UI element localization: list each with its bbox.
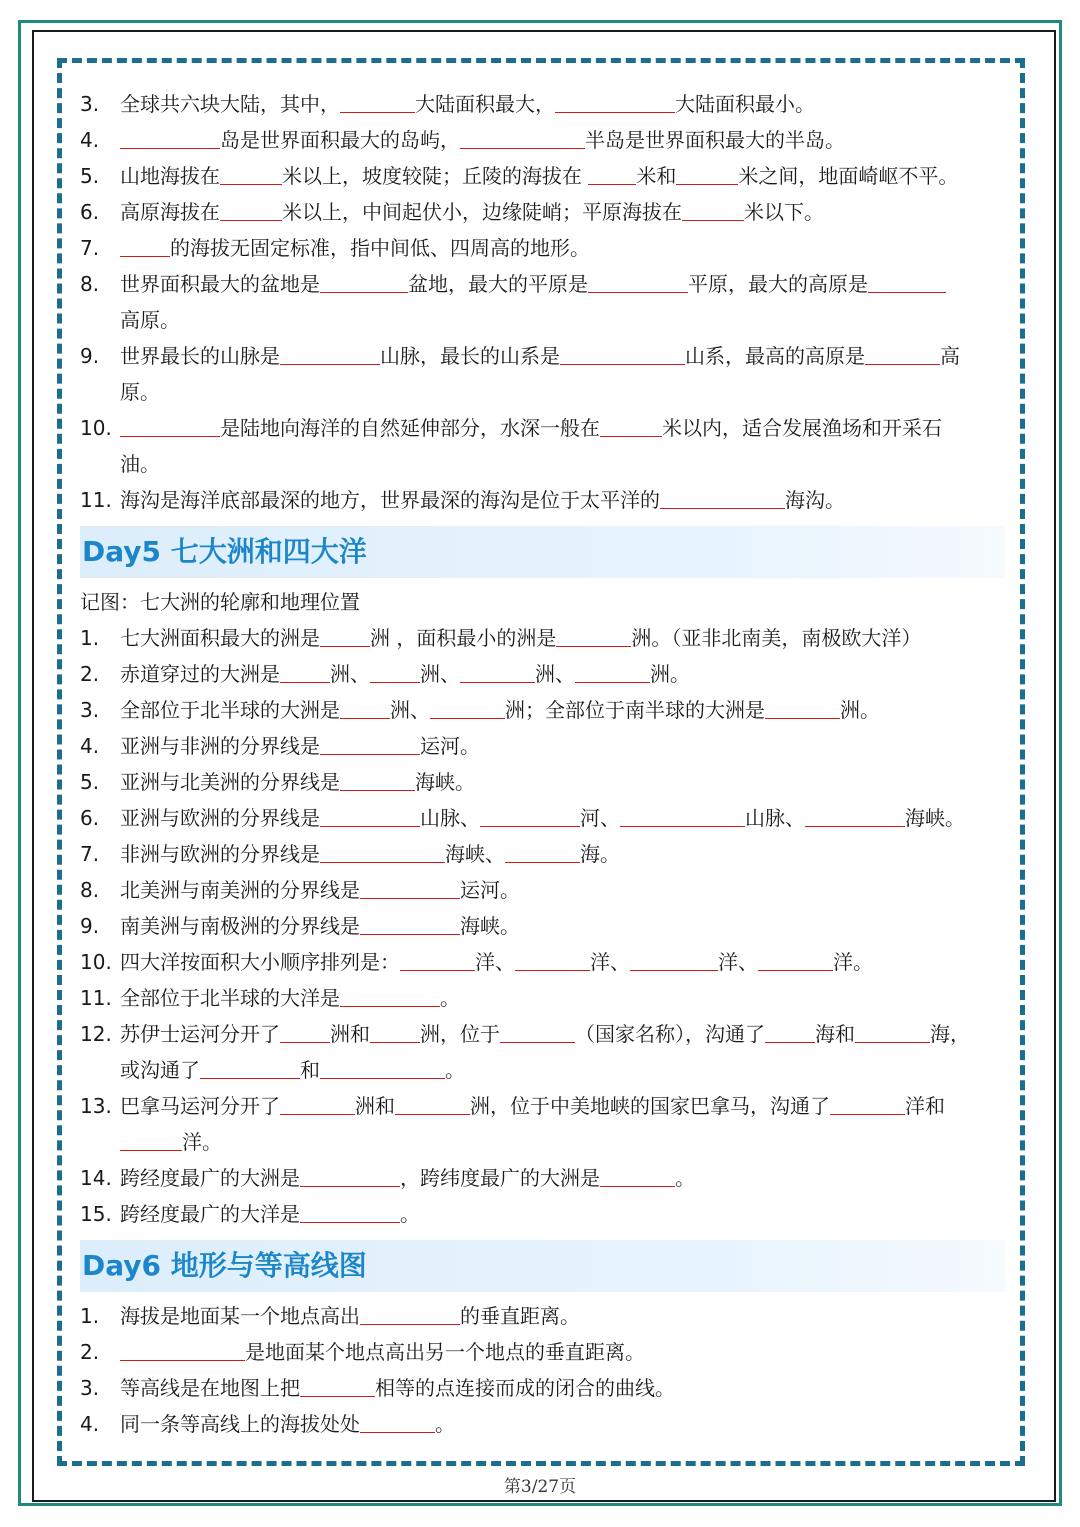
question-body <box>120 1406 1005 1442</box>
question-body <box>120 800 1005 836</box>
question-row <box>80 1406 1005 1442</box>
answer-blank[interactable] <box>600 418 662 437</box>
question-text: 洋和 <box>905 1094 945 1118</box>
question-number: 15. <box>80 1202 112 1226</box>
question-number: 1. <box>80 1304 100 1328</box>
question-body <box>120 944 1005 980</box>
answer-blank[interactable] <box>370 664 420 683</box>
question-row <box>80 1298 1005 1334</box>
answer-blank[interactable] <box>280 664 330 683</box>
question-text: 苏伊士运河分开了 <box>120 1022 280 1046</box>
question-body <box>120 1298 1005 1334</box>
question-text: 洲 ，面积最小的洲是 <box>370 626 557 650</box>
question-body <box>120 980 1005 1016</box>
question-body <box>120 410 1005 446</box>
page-number: 第3/27页 <box>503 1477 577 1497</box>
question-row <box>80 692 1005 728</box>
answer-blank[interactable] <box>765 700 840 719</box>
question-row <box>80 194 1005 230</box>
question-text: 。 <box>445 1058 465 1082</box>
question-body <box>120 230 1005 266</box>
question-body <box>120 86 1005 122</box>
question-text: 。 <box>440 986 460 1010</box>
answer-blank[interactable] <box>340 700 390 719</box>
question-text: ，跨纬度最广的大洲是 <box>400 1166 600 1190</box>
question-text: 亚洲与北美洲的分界线是 <box>120 770 340 794</box>
question-text: 海峡、 <box>445 842 505 866</box>
answer-blank[interactable] <box>320 844 445 863</box>
question-text: 洋、 <box>718 950 758 974</box>
question-row <box>80 158 1005 194</box>
question-number: 5. <box>80 164 100 188</box>
question-text: 。 <box>435 1412 455 1436</box>
question-row <box>80 1160 1005 1196</box>
question-row <box>80 410 1005 446</box>
answer-blank[interactable] <box>515 952 590 971</box>
answer-blank[interactable] <box>340 772 415 791</box>
question-body <box>120 158 1005 194</box>
question-text: 洋、 <box>475 950 515 974</box>
answer-blank[interactable] <box>120 1342 245 1361</box>
question-number: 11. <box>80 986 112 1010</box>
question-number: 1. <box>80 626 100 650</box>
day5-heading: Day5 七大洲和四大洋 <box>80 526 1005 578</box>
question-row <box>80 908 1005 944</box>
question-text: 全球共六块大陆，其中， <box>120 92 340 116</box>
answer-blank[interactable] <box>660 490 785 509</box>
question-number: 2. <box>80 1340 100 1364</box>
answer-blank[interactable] <box>280 1096 355 1115</box>
answer-blank[interactable] <box>855 1024 930 1043</box>
question-row <box>80 800 1005 836</box>
question-text: 和 <box>300 1058 320 1082</box>
question-text: 山脉、 <box>420 806 480 830</box>
day5-items <box>80 620 1005 1232</box>
question-text: 全部位于北半球的大洲是 <box>120 698 340 722</box>
question-text: 海沟。 <box>785 488 845 512</box>
question-text: 平原，最大的高原是 <box>688 272 868 296</box>
question-text: 山地海拔在 <box>120 164 220 188</box>
question-text: 的垂直距离。 <box>460 1304 580 1328</box>
question-body <box>120 482 1005 518</box>
question-text: 。 <box>400 1202 420 1226</box>
question-number: 7. <box>80 842 100 866</box>
answer-blank[interactable] <box>868 274 946 293</box>
answer-blank[interactable] <box>805 808 905 827</box>
question-body <box>120 1196 1005 1232</box>
question-text: 米以上，中间起伏小，边缘陡峭；平原海拔在 <box>282 200 682 224</box>
question-text: 盆地，最大的平原是 <box>408 272 588 296</box>
question-number: 9. <box>80 914 100 938</box>
question-body <box>120 1088 1005 1124</box>
question-number: 10. <box>80 416 112 440</box>
question-text: 洋。 <box>182 1130 222 1154</box>
question-text: 山脉，最长的山系是 <box>380 344 560 368</box>
question-text: 洲和 <box>330 1022 370 1046</box>
question-row <box>80 1196 1005 1232</box>
question-number: 6. <box>80 200 100 224</box>
question-number: 3. <box>80 1376 100 1400</box>
question-row <box>80 338 1005 374</box>
question-number: 9. <box>80 344 100 368</box>
question-text: 洋。 <box>833 950 873 974</box>
question-continuation: 油。 <box>120 452 160 476</box>
question-text: 的海拔无固定标准，指中间低、四周高的地形。 <box>170 236 590 260</box>
question-body <box>120 266 1005 302</box>
question-text: 洲、 <box>390 698 430 722</box>
question-body <box>120 338 1005 374</box>
answer-blank[interactable] <box>320 808 420 827</box>
question-row <box>80 1016 1005 1052</box>
answer-blank[interactable] <box>200 1060 300 1079</box>
answer-blank[interactable] <box>300 1204 400 1223</box>
answer-blank[interactable] <box>320 1060 445 1079</box>
question-row <box>80 656 1005 692</box>
answer-blank[interactable] <box>120 1132 182 1151</box>
answer-blank[interactable] <box>220 202 282 221</box>
question-text: 跨经度最广的大洋是 <box>120 1202 300 1226</box>
question-text: 赤道穿过的大洲是 <box>120 662 280 686</box>
question-body <box>120 656 1005 692</box>
question-text: 山脉、 <box>745 806 805 830</box>
answer-blank[interactable] <box>400 952 475 971</box>
question-body <box>120 836 1005 872</box>
question-number: 10. <box>80 950 112 974</box>
question-text: 相等的点连接而成的闭合的曲线。 <box>375 1376 675 1400</box>
question-row <box>80 266 1005 302</box>
question-text: 巴拿马运河分开了 <box>120 1094 280 1118</box>
answer-blank[interactable] <box>620 808 745 827</box>
question-number: 8. <box>80 878 100 902</box>
answer-blank[interactable] <box>120 130 220 149</box>
question-body <box>120 1334 1005 1370</box>
question-text: （国家名称），沟通了 <box>575 1022 765 1046</box>
answer-blank[interactable] <box>865 346 940 365</box>
answer-blank[interactable] <box>830 1096 905 1115</box>
answer-blank[interactable] <box>556 628 631 647</box>
question-body <box>120 194 1005 230</box>
question-text: 大陆面积最小。 <box>675 92 815 116</box>
question-body <box>120 1160 1005 1196</box>
question-text: 非洲与欧洲的分界线是 <box>120 842 320 866</box>
question-text: 高原海拔在 <box>120 200 220 224</box>
question-text: 运河。 <box>460 878 520 902</box>
answer-blank[interactable] <box>320 628 370 647</box>
answer-blank[interactable] <box>280 1024 330 1043</box>
question-body <box>120 728 1005 764</box>
question-text: 是陆地向海洋的自然延伸部分，水深一般在 <box>220 416 600 440</box>
question-text: 全部位于北半球的大洋是 <box>120 986 340 1010</box>
answer-blank[interactable] <box>360 1414 435 1433</box>
question-text: 米以上，坡度较陡；丘陵的海拔在 <box>282 164 589 188</box>
answer-blank[interactable] <box>360 916 460 935</box>
question-text: 海沟是海洋底部最深的地方，世界最深的海沟是位于太平洋的 <box>120 488 660 512</box>
question-number: 7. <box>80 236 100 260</box>
question-body <box>120 692 1005 728</box>
worksheet-content <box>80 86 1005 1442</box>
question-continuation <box>80 1052 1005 1088</box>
question-text: 世界最长的山脉是 <box>120 344 280 368</box>
answer-blank[interactable] <box>588 274 688 293</box>
question-continuation <box>80 1124 1005 1160</box>
question-text: 半岛是世界面积最大的半岛。 <box>585 128 845 152</box>
answer-blank[interactable] <box>480 808 580 827</box>
question-number: 11. <box>80 488 112 512</box>
question-number: 3. <box>80 698 100 722</box>
question-body <box>120 1370 1005 1406</box>
question-text: 洲、 <box>330 662 370 686</box>
question-text: 米和 <box>636 164 677 188</box>
question-row <box>80 1370 1005 1406</box>
question-text: 跨经度最广的大洲是 <box>120 1166 300 1190</box>
question-body <box>120 908 1005 944</box>
question-row <box>80 764 1005 800</box>
answer-blank[interactable] <box>395 1096 470 1115</box>
answer-blank[interactable] <box>320 274 408 293</box>
question-text: 海， <box>930 1022 970 1046</box>
question-number: 3. <box>80 92 100 116</box>
question-text: 运河。 <box>420 734 480 758</box>
question-body <box>120 764 1005 800</box>
question-text: 海峡。 <box>415 770 475 794</box>
question-text: 或沟通了 <box>120 1058 200 1082</box>
answer-blank[interactable] <box>370 1024 420 1043</box>
question-text: 洲。（亚非北南美，南极欧大洋） <box>631 626 922 650</box>
question-text: 洲和 <box>355 1094 395 1118</box>
answer-blank[interactable] <box>280 346 380 365</box>
question-body <box>120 1016 1005 1052</box>
answer-blank[interactable] <box>120 418 220 437</box>
question-row <box>80 230 1005 266</box>
question-row <box>80 620 1005 656</box>
question-text: 同一条等高线上的海拔处处 <box>120 1412 360 1436</box>
question-body <box>120 872 1005 908</box>
question-text: 七大洲面积最大的洲是 <box>120 626 320 650</box>
answer-blank[interactable] <box>360 880 460 899</box>
question-row <box>80 1334 1005 1370</box>
question-number: 12. <box>80 1022 112 1046</box>
question-text: 洲。 <box>840 698 880 722</box>
answer-blank[interactable] <box>300 1168 400 1187</box>
question-body <box>120 620 1005 656</box>
question-row <box>80 86 1005 122</box>
question-number: 5. <box>80 770 100 794</box>
question-text: 亚洲与非洲的分界线是 <box>120 734 320 758</box>
question-text: 等高线是在地图上把 <box>120 1376 300 1400</box>
question-row <box>80 944 1005 980</box>
question-text: 洲、 <box>535 662 575 686</box>
question-text: 大陆面积最大， <box>415 92 555 116</box>
answer-blank[interactable] <box>630 952 718 971</box>
question-text: 。 <box>675 1166 695 1190</box>
answer-blank[interactable] <box>220 166 282 185</box>
answer-blank[interactable] <box>340 988 440 1007</box>
question-row <box>80 980 1005 1016</box>
question-text: 米以内，适合发展渔场和开采石 <box>662 416 942 440</box>
answer-blank[interactable] <box>676 166 738 185</box>
answer-blank[interactable] <box>120 238 170 257</box>
question-body <box>120 122 1005 158</box>
answer-blank[interactable] <box>320 736 420 755</box>
answer-blank[interactable] <box>300 1378 375 1397</box>
question-text: 四大洋按面积大小顺序排列是： <box>120 950 400 974</box>
question-text: 海峡。 <box>905 806 965 830</box>
day5-intro: 记图：七大洲的轮廓和地理位置 <box>80 590 360 614</box>
question-text: 洲，位于中美地峡的国家巴拿马，沟通了 <box>470 1094 830 1118</box>
answer-blank[interactable] <box>560 346 685 365</box>
question-text: 洲，位于 <box>420 1022 500 1046</box>
question-text: 河、 <box>580 806 620 830</box>
answer-blank[interactable] <box>505 844 580 863</box>
question-text: 是地面某个地点高出另一个地点的垂直距离。 <box>245 1340 645 1364</box>
question-row <box>80 1088 1005 1124</box>
question-number: 13. <box>80 1094 112 1118</box>
answer-blank[interactable] <box>765 1024 815 1043</box>
answer-blank[interactable] <box>682 202 744 221</box>
question-row <box>80 836 1005 872</box>
question-row <box>80 728 1005 764</box>
question-text: 世界面积最大的盆地是 <box>120 272 320 296</box>
question-text: 亚洲与欧洲的分界线是 <box>120 806 320 830</box>
answer-blank[interactable] <box>430 700 505 719</box>
question-text: 洲、 <box>420 662 460 686</box>
answer-blank[interactable] <box>340 94 415 113</box>
answer-blank[interactable] <box>758 952 833 971</box>
question-text: 洋、 <box>590 950 630 974</box>
question-row <box>80 122 1005 158</box>
question-text: 高 <box>940 344 960 368</box>
question-row <box>80 482 1005 518</box>
question-number: 2. <box>80 662 100 686</box>
answer-blank[interactable] <box>460 130 585 149</box>
question-number: 4. <box>80 128 100 152</box>
question-text: 海和 <box>815 1022 855 1046</box>
answer-blank[interactable] <box>588 166 636 185</box>
question-text: 山系，最高的高原是 <box>685 344 865 368</box>
question-text: 洲。 <box>650 662 690 686</box>
previous-section-items <box>80 86 1005 518</box>
question-text: 海拔是地面某一个地点高出 <box>120 1304 360 1328</box>
answer-blank[interactable] <box>460 664 535 683</box>
answer-blank[interactable] <box>360 1306 460 1325</box>
question-text: 洲；全部位于南半球的大洲是 <box>505 698 765 722</box>
question-text: 海。 <box>580 842 620 866</box>
question-number: 4. <box>80 734 100 758</box>
answer-blank[interactable] <box>500 1024 575 1043</box>
answer-blank[interactable] <box>575 664 650 683</box>
question-number: 6. <box>80 806 100 830</box>
question-text: 南美洲与南极洲的分界线是 <box>120 914 360 938</box>
question-text: 北美洲与南美洲的分界线是 <box>120 878 360 902</box>
question-continuation: 高原。 <box>120 308 180 332</box>
question-text: 岛是世界面积最大的岛屿， <box>220 128 460 152</box>
question-number: 4. <box>80 1412 100 1436</box>
question-number: 8. <box>80 272 100 296</box>
question-continuation: 原。 <box>120 380 160 404</box>
question-text: 米以下。 <box>744 200 824 224</box>
question-text: 海峡。 <box>460 914 520 938</box>
question-row <box>80 872 1005 908</box>
answer-blank[interactable] <box>555 94 675 113</box>
answer-blank[interactable] <box>600 1168 675 1187</box>
question-text: 米之间，地面崎岖不平。 <box>738 164 959 188</box>
question-number: 14. <box>80 1166 112 1190</box>
day6-items <box>80 1298 1005 1442</box>
day6-heading: Day6 地形与等高线图 <box>80 1240 1005 1292</box>
